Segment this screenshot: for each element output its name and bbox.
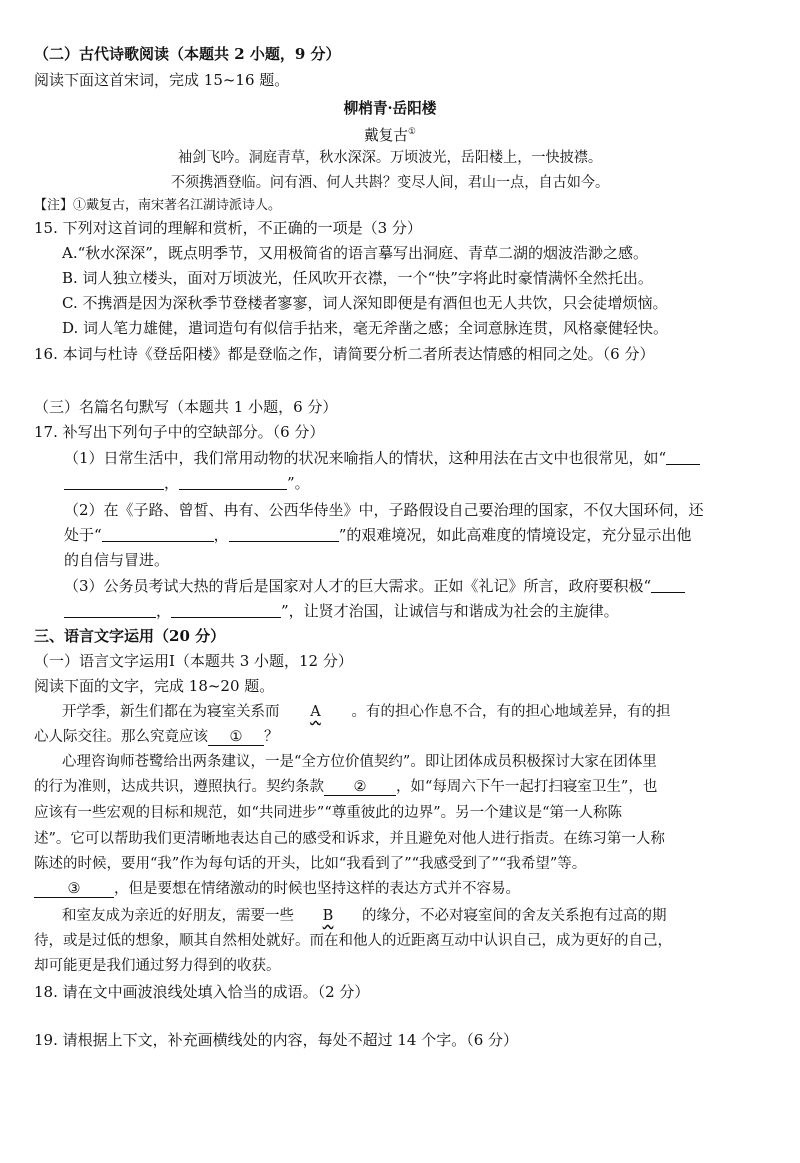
question-17-part1-line2 xyxy=(64,473,310,493)
question-17-part1-line1 xyxy=(64,448,700,468)
passage-p3-line2: 待，或是过低的想象，顺其自然相处就好。而在和他人的近距离互动中认识自己，成为更好的自己， xyxy=(34,933,672,949)
wavy-blank-b[interactable]: B xyxy=(322,908,334,924)
blank-1[interactable]: ① xyxy=(208,729,264,746)
question-17-part3-line1 xyxy=(64,576,685,596)
question-15-option-a: A.“秋水深深”，既点明季节，又用极简省的语言摹写出洞庭、青草二湖的烟波浩渺之感。 xyxy=(62,244,648,262)
passage-p2-line2 xyxy=(34,777,657,797)
answer-blank[interactable] xyxy=(651,578,685,593)
question-17-part2-line1: （2）在《子路、曾皙、冉有、公西华侍坐》中，子路假设自己要治理的国家，不仅大国环伺，还 xyxy=(64,501,704,519)
section-heading-poetry: （二）古代诗歌阅读（本题共 2 小题，9 分） xyxy=(34,45,341,63)
question-16: 16. 本词与杜诗《登岳阳楼》都是登临之作，请简要分析二者所表达情感的相同之处。（6 分） xyxy=(34,345,655,363)
passage-text: ，但是要想在情绪激动的时候也坚持这样的表达方式并不容易。 xyxy=(114,881,520,897)
passage-p2-line3: 应该有一些宏观的目标和规范，如“共同进步”“尊重彼此的边界”。另一个建议是“第一人称陈 xyxy=(34,805,623,821)
section-heading-dictation: （三）名篇名句默写（本题共 1 小题，6 分） xyxy=(34,398,338,416)
separator: ， xyxy=(156,602,172,620)
passage-p2-line4: 述”。它可以帮助我们更清晰地表达自己的感受和诉求，并且避免对他人进行指责。在练习第一人称 xyxy=(34,831,665,847)
wavy-blank-a[interactable]: A xyxy=(310,704,321,720)
separator: ， xyxy=(213,526,229,544)
passage-p3-line3: 却可能更是我们通过努力得到的收获。 xyxy=(34,958,281,974)
question-19: 19. 请根据上下文，补充画横线处的内容，每处不超过 14 个字。（6 分） xyxy=(34,1031,519,1049)
passage-text: 的行为准则，达成共识，遵照执行。契约条款 xyxy=(34,779,324,795)
answer-blank[interactable] xyxy=(179,475,287,490)
blank-2[interactable]: ② xyxy=(324,779,396,796)
opening-text: 处于“ xyxy=(64,526,102,544)
question-15-option-c: C. 不携酒是因为深秋季节登楼者寥寥，词人深知即便是有酒但也无人共饮，只会徒增烦恼。 xyxy=(62,294,668,312)
q17-p1-text: （1）日常生活中，我们常用动物的状况来喻指人的情状，这种用法在古文中也很常见，如“ xyxy=(64,449,667,467)
answer-blank[interactable] xyxy=(64,475,164,490)
question-15-option-d: D. 词人笔力雄健，遣词造句有似信手拈来，毫无斧凿之感；全词意脉连贯，风格豪健轻快。 xyxy=(62,319,669,337)
closing-text: ”的艰难境况，如此高难度的情境设定，充分显示出他 xyxy=(338,526,692,544)
passage-p3-line1 xyxy=(62,906,667,926)
poem-author xyxy=(0,122,780,145)
passage-text: 开学季，新生们都在为寝室关系而 xyxy=(62,704,280,720)
passage-p1-line2 xyxy=(34,727,279,747)
question-17-stem: 17. 补写出下列句子中的空缺部分。（6 分） xyxy=(34,423,325,441)
separator: ， xyxy=(164,474,180,492)
question-15-stem: 15. 下列对这首词的理解和赏析，不正确的一项是（3 分） xyxy=(34,219,422,237)
q17-p3-text: （3）公务员考试大热的背后是国家对人才的巨大需求。正如《礼记》所言，政府要积极“ xyxy=(64,577,652,595)
passage-text: ？ xyxy=(264,729,279,745)
footnote-mark: ① xyxy=(408,127,416,137)
closing-text: ”，让贤才治国，让诚信与和谐成为社会的主旋律。 xyxy=(281,602,619,620)
passage-text: 和室友成为亲近的好朋友，需要一些 xyxy=(62,908,294,924)
answer-blank[interactable] xyxy=(171,603,281,618)
passage-text: 的缘分，不必对寝室间的舍友关系抱有过高的期 xyxy=(362,908,667,924)
question-17-part3-line2 xyxy=(64,601,619,621)
question-17-part2-line3: 的自信与冒进。 xyxy=(64,551,170,569)
answer-blank[interactable] xyxy=(666,450,700,465)
passage-p1-line1 xyxy=(62,702,671,722)
passage-text: ，如“每周六下午一起打扫寝室卫生”，也 xyxy=(396,779,658,795)
poem-title: 柳梢青·岳阳楼 xyxy=(343,99,437,117)
passage-p2-line1: 心理咨询师苍鹭给出两条建议，一是“全方位价值契约”。即让团体成员积极探讨大家在团体里 xyxy=(62,754,657,770)
answer-blank[interactable] xyxy=(102,527,214,542)
passage-instruction: 阅读下面的文字，完成 18~20 题。 xyxy=(34,677,275,695)
blank-3[interactable]: ③ xyxy=(34,881,114,898)
passage-text: 。有的担心作息不合，有的担心地域差异，有的担 xyxy=(351,704,671,720)
part-heading-language: 三、语言文字运用（20 分） xyxy=(34,627,226,645)
question-17-part2-line2 xyxy=(64,525,691,545)
passage-p2-line6 xyxy=(34,879,520,899)
poetry-instruction: 阅读下面这首宋词，完成 15~16 题。 xyxy=(34,71,290,89)
poem-line-1: 袖剑飞吟。洞庭青草，秋水深深。万顷波光，岳阳楼上，一快披襟。 xyxy=(177,150,603,166)
sub-heading-language-1: （一）语言文字运用Ⅰ（本题共 3 小题，12 分） xyxy=(34,652,353,670)
question-18: 18. 请在文中画波浪线处填入恰当的成语。（2 分） xyxy=(34,983,370,1001)
poem-footnote: 【注】①戴复古，南宋著名江湖诗派诗人。 xyxy=(34,198,282,213)
passage-p2-line5: 陈述的时候，要用“我”作为每句话的开头，比如“我看到了”“我感受到了”“我希望”等。 xyxy=(34,856,587,872)
poem-line-2: 不须携酒登临。问有酒、何人共斟？变尽人间，君山一点，自古如今。 xyxy=(170,175,610,191)
passage-text: 心人际交往。那么究竟应该 xyxy=(34,729,208,745)
question-15-option-b: B. 词人独立楼头，面对万顷波光，任风吹开衣襟，一个“快”字将此时豪情满怀全然托出。 xyxy=(62,269,653,287)
closing-quote: ”。 xyxy=(287,474,310,492)
answer-blank[interactable] xyxy=(229,527,339,542)
answer-blank[interactable] xyxy=(64,603,156,618)
poem-author-name: 戴复古 xyxy=(364,126,409,144)
